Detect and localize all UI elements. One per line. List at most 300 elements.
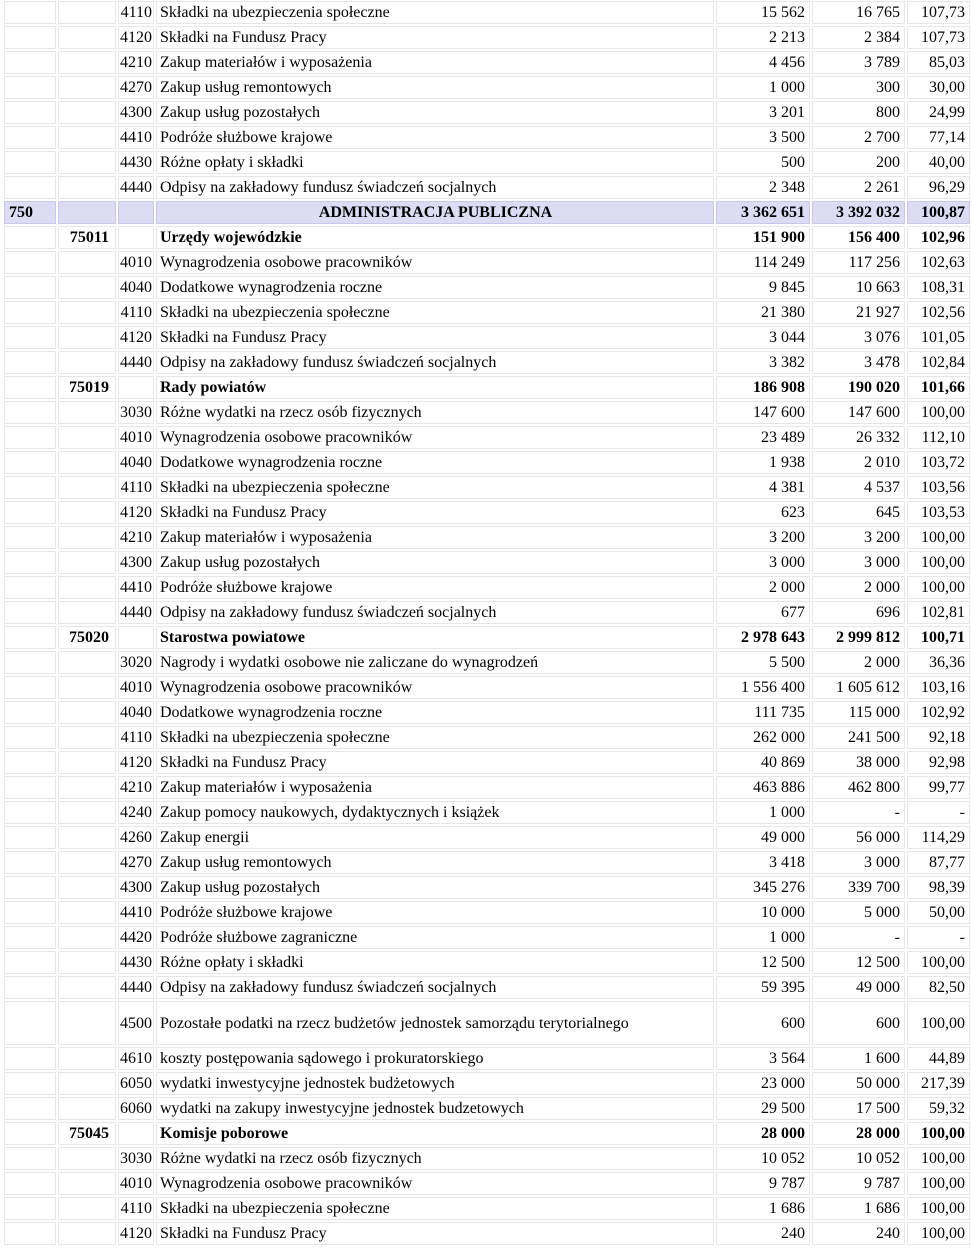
rozdzial-row [4,226,970,249]
plan-value-cell: 3 000 [716,551,810,574]
paragraf-row [4,901,970,924]
rozdzial-code-cell [58,326,116,349]
description-cell: Składki na ubezpieczenia społeczne [156,301,714,324]
rozdzial-code-cell [58,701,116,724]
percent-cell: 100,00 [907,551,970,574]
dzial-code-cell [4,1097,56,1120]
percent-cell: 36,36 [907,651,970,674]
executed-value-cell: 3 392 032 [812,201,905,224]
plan-value-cell: 3 382 [716,351,810,374]
rozdzial-code-cell [58,126,116,149]
percent-cell: 102,84 [907,351,970,374]
plan-value-cell: 463 886 [716,776,810,799]
description-cell: Zakup materiałów i wyposażenia [156,776,714,799]
description-cell: Urzędy wojewódzkie [156,226,714,249]
rozdzial-code-cell [58,76,116,99]
paragraf-row [4,1047,970,1070]
percent-cell: 107,73 [907,1,970,24]
plan-value-cell: 3 200 [716,526,810,549]
paragraf-code-cell: 4440 [118,351,154,374]
description-cell: koszty postępowania sądowego i prokuratorskiego [156,1047,714,1070]
description-cell: Składki na Fundusz Pracy [156,751,714,774]
plan-value-cell: 623 [716,501,810,524]
percent-cell: 100,00 [907,1197,970,1220]
executed-value-cell: 462 800 [812,776,905,799]
plan-value-cell: 1 686 [716,1197,810,1220]
paragraf-code-cell: 4420 [118,926,154,949]
description-cell: Zakup usług pozostałych [156,551,714,574]
percent-cell: 100,00 [907,951,970,974]
executed-value-cell: 3 478 [812,351,905,374]
plan-value-cell: 2 000 [716,576,810,599]
description-cell: Wynagrodzenia osobowe pracowników [156,1172,714,1195]
dzial-code-cell [4,401,56,424]
percent-cell: 100,00 [907,576,970,599]
plan-value-cell: 1 000 [716,801,810,824]
description-cell: Składki na ubezpieczenia społeczne [156,1,714,24]
rozdzial-code-cell [58,551,116,574]
percent-cell: 87,77 [907,851,970,874]
description-cell: Starostwa powiatowe [156,626,714,649]
executed-value-cell: 28 000 [812,1122,905,1145]
dzial-code-cell [4,301,56,324]
paragraf-code-cell: 4260 [118,826,154,849]
paragraf-code-cell [118,226,154,249]
description-cell: Składki na ubezpieczenia społeczne [156,1197,714,1220]
rozdzial-code-cell [58,401,116,424]
dzial-code-cell [4,901,56,924]
paragraf-row [4,976,970,999]
rozdzial-code-cell [58,501,116,524]
rozdzial-code-cell [58,201,116,224]
dzial-code-cell [4,951,56,974]
dzial-code-cell [4,926,56,949]
plan-value-cell: 345 276 [716,876,810,899]
paragraf-code-cell: 4120 [118,326,154,349]
dzial-code-cell [4,701,56,724]
paragraf-row [4,1222,970,1245]
percent-cell: 77,14 [907,126,970,149]
executed-value-cell: 339 700 [812,876,905,899]
paragraf-code-cell: 4120 [118,501,154,524]
percent-cell: 100,00 [907,1147,970,1170]
description-cell: Podróże służbowe krajowe [156,901,714,924]
paragraf-code-cell: 4430 [118,151,154,174]
dzial-code-cell [4,651,56,674]
percent-cell: 59,32 [907,1097,970,1120]
description-cell: Różne wydatki na rzecz osób fizycznych [156,401,714,424]
executed-value-cell: - [812,801,905,824]
dzial-code-cell [4,476,56,499]
paragraf-row [4,426,970,449]
rozdzial-code-cell [58,276,116,299]
rozdzial-code-cell [58,1172,116,1195]
paragraf-row [4,851,970,874]
paragraf-row [4,801,970,824]
dzial-code-cell [4,576,56,599]
dzial-code-cell [4,26,56,49]
paragraf-code-cell [118,376,154,399]
paragraf-row [4,601,970,624]
description-cell: ADMINISTRACJA PUBLICZNA [156,201,714,224]
executed-value-cell: 2 010 [812,451,905,474]
executed-value-cell: 21 927 [812,301,905,324]
percent-cell: 101,05 [907,326,970,349]
paragraf-code-cell: 4110 [118,1197,154,1220]
executed-value-cell: 600 [812,1001,905,1045]
description-cell: Zakup usług pozostałych [156,101,714,124]
percent-cell: 100,71 [907,626,970,649]
plan-value-cell: 59 395 [716,976,810,999]
executed-value-cell: 3 789 [812,51,905,74]
percent-cell: - [907,801,970,824]
plan-value-cell: 240 [716,1222,810,1245]
rozdzial-code-cell: 75019 [58,376,116,399]
paragraf-code-cell: 4110 [118,1,154,24]
paragraf-row [4,826,970,849]
paragraf-code-cell: 4210 [118,776,154,799]
plan-value-cell: 1 938 [716,451,810,474]
rozdzial-code-cell [58,1097,116,1120]
description-cell: Zakup materiałów i wyposażenia [156,526,714,549]
dzial-code-cell [4,351,56,374]
paragraf-code-cell: 4120 [118,751,154,774]
executed-value-cell: 3 076 [812,326,905,349]
percent-cell: 100,00 [907,1001,970,1045]
plan-value-cell: 3 201 [716,101,810,124]
percent-cell: 108,31 [907,276,970,299]
description-cell: Zakup energii [156,826,714,849]
dzial-code-cell [4,851,56,874]
executed-value-cell: 50 000 [812,1072,905,1095]
executed-value-cell: 300 [812,76,905,99]
dzial-code-cell [4,126,56,149]
paragraf-row [4,651,970,674]
paragraf-code-cell: 4410 [118,576,154,599]
plan-value-cell: 3 418 [716,851,810,874]
plan-value-cell: 3 362 651 [716,201,810,224]
percent-cell: 112,10 [907,426,970,449]
paragraf-row [4,726,970,749]
paragraf-row [4,551,970,574]
percent-cell: 217,39 [907,1072,970,1095]
rozdzial-code-cell [58,826,116,849]
plan-value-cell: 600 [716,1001,810,1045]
paragraf-code-cell: 4300 [118,101,154,124]
paragraf-row [4,351,970,374]
executed-value-cell: 10 663 [812,276,905,299]
description-cell: Podróże służbowe krajowe [156,576,714,599]
dzial-code-cell [4,601,56,624]
percent-cell: 100,87 [907,201,970,224]
paragraf-row [4,1001,970,1045]
paragraf-row [4,176,970,199]
percent-cell: 103,56 [907,476,970,499]
plan-value-cell: 28 000 [716,1122,810,1145]
paragraf-code-cell: 4410 [118,126,154,149]
plan-value-cell: 4 381 [716,476,810,499]
dzial-code-cell [4,451,56,474]
percent-cell: 24,99 [907,101,970,124]
percent-cell: 103,72 [907,451,970,474]
executed-value-cell: 4 537 [812,476,905,499]
paragraf-code-cell: 4010 [118,426,154,449]
description-cell: Dodatkowe wynagrodzenia roczne [156,701,714,724]
executed-value-cell: 17 500 [812,1097,905,1120]
dzial-code-cell [4,526,56,549]
description-cell: wydatki inwestycyjne jednostek budżetowych [156,1072,714,1095]
dzial-code-cell [4,726,56,749]
rozdzial-code-cell [58,251,116,274]
percent-cell: 50,00 [907,901,970,924]
rozdzial-code-cell [58,351,116,374]
plan-value-cell: 29 500 [716,1097,810,1120]
executed-value-cell: 2 384 [812,26,905,49]
paragraf-row [4,526,970,549]
percent-cell: 100,00 [907,1122,970,1145]
dzial-code-cell [4,376,56,399]
paragraf-row [4,301,970,324]
paragraf-row [4,476,970,499]
rozdzial-code-cell [58,676,116,699]
rozdzial-code-cell [58,951,116,974]
executed-value-cell: 645 [812,501,905,524]
executed-value-cell: 10 052 [812,1147,905,1170]
plan-value-cell: 23 489 [716,426,810,449]
description-cell: Zakup usług remontowych [156,76,714,99]
paragraf-code-cell: 4110 [118,726,154,749]
plan-value-cell: 186 908 [716,376,810,399]
paragraf-code-cell: 4300 [118,876,154,899]
rozdzial-code-cell [58,851,116,874]
dzial-code-cell [4,251,56,274]
dzial-code-cell [4,1147,56,1170]
rozdzial-code-cell [58,751,116,774]
executed-value-cell: 240 [812,1222,905,1245]
description-cell: Składki na Fundusz Pracy [156,1222,714,1245]
rozdzial-code-cell [58,1001,116,1045]
rozdzial-code-cell [58,451,116,474]
plan-value-cell: 3 564 [716,1047,810,1070]
executed-value-cell: 5 000 [812,901,905,924]
description-cell: Wynagrodzenia osobowe pracowników [156,676,714,699]
paragraf-code-cell: 4210 [118,526,154,549]
description-cell: Zakup usług remontowych [156,851,714,874]
executed-value-cell: 115 000 [812,701,905,724]
paragraf-row [4,76,970,99]
dzial-code-cell [4,1001,56,1045]
rozdzial-code-cell [58,651,116,674]
dzial-code-cell [4,626,56,649]
rozdzial-code-cell [58,901,116,924]
plan-value-cell: 2 348 [716,176,810,199]
description-cell: Dodatkowe wynagrodzenia roczne [156,276,714,299]
paragraf-code-cell: 4300 [118,551,154,574]
paragraf-code-cell: 4040 [118,451,154,474]
plan-value-cell: 114 249 [716,251,810,274]
percent-cell: 40,00 [907,151,970,174]
executed-value-cell: - [812,926,905,949]
paragraf-code-cell: 4270 [118,851,154,874]
plan-value-cell: 15 562 [716,1,810,24]
rozdzial-code-cell [58,1147,116,1170]
executed-value-cell: 156 400 [812,226,905,249]
plan-value-cell: 5 500 [716,651,810,674]
description-cell: Odpisy na zakładowy fundusz świadczeń socjalnych [156,176,714,199]
paragraf-code-cell: 4040 [118,701,154,724]
paragraf-row [4,751,970,774]
description-cell: Zakup usług pozostałych [156,876,714,899]
dzial-code-cell: 750 [4,201,56,224]
description-cell: Składki na ubezpieczenia społeczne [156,476,714,499]
description-cell: Składki na ubezpieczenia społeczne [156,726,714,749]
dzial-code-cell [4,551,56,574]
rozdzial-code-cell [58,176,116,199]
rozdzial-code-cell [58,101,116,124]
paragraf-row [4,1,970,24]
dzial-code-cell [4,876,56,899]
percent-cell: 99,77 [907,776,970,799]
percent-cell: 103,16 [907,676,970,699]
description-cell: Pozostałe podatki na rzecz budżetów jednostek samorządu terytorialnego [156,1001,714,1045]
percent-cell: 102,96 [907,226,970,249]
paragraf-row [4,1097,970,1120]
dzial-code-cell [4,501,56,524]
dzial-code-cell [4,51,56,74]
rozdzial-code-cell [58,1,116,24]
executed-value-cell: 1 600 [812,1047,905,1070]
paragraf-code-cell: 3030 [118,1147,154,1170]
description-cell: Podróże służbowe krajowe [156,126,714,149]
executed-value-cell: 696 [812,601,905,624]
executed-value-cell: 200 [812,151,905,174]
rozdzial-code-cell [58,576,116,599]
plan-value-cell: 500 [716,151,810,174]
rozdzial-code-cell [58,301,116,324]
paragraf-row [4,401,970,424]
plan-value-cell: 1 556 400 [716,676,810,699]
rozdzial-code-cell [58,1047,116,1070]
paragraf-row [4,276,970,299]
percent-cell: 114,29 [907,826,970,849]
executed-value-cell: 38 000 [812,751,905,774]
description-cell: Podróże służbowe zagraniczne [156,926,714,949]
paragraf-code-cell: 4500 [118,1001,154,1045]
executed-value-cell: 241 500 [812,726,905,749]
executed-value-cell: 56 000 [812,826,905,849]
dzial-code-cell [4,276,56,299]
description-cell: Różne opłaty i składki [156,151,714,174]
executed-value-cell: 2 000 [812,576,905,599]
description-cell: Wynagrodzenia osobowe pracowników [156,426,714,449]
percent-cell: 102,81 [907,601,970,624]
description-cell: Składki na Fundusz Pracy [156,501,714,524]
executed-value-cell: 3 000 [812,551,905,574]
rozdzial-code-cell [58,876,116,899]
executed-value-cell: 12 500 [812,951,905,974]
dzial-code-cell [4,426,56,449]
rozdzial-code-cell [58,726,116,749]
executed-value-cell: 800 [812,101,905,124]
percent-cell: 100,00 [907,1172,970,1195]
paragraf-code-cell: 4210 [118,51,154,74]
executed-value-cell: 190 020 [812,376,905,399]
rozdzial-code-cell [58,26,116,49]
executed-value-cell: 2 261 [812,176,905,199]
paragraf-code-cell: 3020 [118,651,154,674]
dzial-code-cell [4,176,56,199]
plan-value-cell: 1 000 [716,926,810,949]
description-cell: Zakup pomocy naukowych, dydaktycznych i książek [156,801,714,824]
executed-value-cell: 9 787 [812,1172,905,1195]
paragraf-row [4,501,970,524]
plan-value-cell: 262 000 [716,726,810,749]
dzial-code-cell [4,1,56,24]
rozdzial-code-cell [58,976,116,999]
dzial-code-cell [4,1172,56,1195]
dzial-code-cell [4,1222,56,1245]
rozdzial-row [4,376,970,399]
budget-table-body [4,1,970,1245]
plan-value-cell: 9 787 [716,1172,810,1195]
dzial-code-cell [4,976,56,999]
dzial-code-cell [4,776,56,799]
rozdzial-code-cell [58,926,116,949]
paragraf-code-cell: 4110 [118,301,154,324]
paragraf-row [4,926,970,949]
dzial-code-cell [4,1197,56,1220]
rozdzial-code-cell [58,1222,116,1245]
paragraf-code-cell: 4430 [118,951,154,974]
percent-cell: 85,03 [907,51,970,74]
paragraf-code-cell: 6060 [118,1097,154,1120]
executed-value-cell: 117 256 [812,251,905,274]
percent-cell: 102,92 [907,701,970,724]
percent-cell: 103,53 [907,501,970,524]
paragraf-row [4,51,970,74]
paragraf-row [4,451,970,474]
paragraf-code-cell: 4120 [118,1222,154,1245]
percent-cell: 92,18 [907,726,970,749]
paragraf-code-cell: 4240 [118,801,154,824]
paragraf-row [4,676,970,699]
rozdzial-code-cell [58,801,116,824]
dzial-code-cell [4,676,56,699]
description-cell: Nagrody i wydatki osobowe nie zaliczane do wynagrodzeń [156,651,714,674]
paragraf-row [4,251,970,274]
paragraf-code-cell [118,626,154,649]
plan-value-cell: 21 380 [716,301,810,324]
plan-value-cell: 151 900 [716,226,810,249]
rozdzial-code-cell [58,601,116,624]
paragraf-row [4,576,970,599]
rozdzial-code-cell [58,776,116,799]
paragraf-row [4,1147,970,1170]
executed-value-cell: 1 605 612 [812,676,905,699]
description-cell: Dodatkowe wynagrodzenia roczne [156,451,714,474]
paragraf-row [4,326,970,349]
percent-cell: - [907,926,970,949]
plan-value-cell: 10 000 [716,901,810,924]
paragraf-code-cell: 4440 [118,976,154,999]
paragraf-code-cell: 4010 [118,251,154,274]
plan-value-cell: 1 000 [716,76,810,99]
plan-value-cell: 40 869 [716,751,810,774]
description-cell: Zakup materiałów i wyposażenia [156,51,714,74]
paragraf-code-cell: 4040 [118,276,154,299]
paragraf-code-cell: 4010 [118,676,154,699]
paragraf-code-cell [118,201,154,224]
